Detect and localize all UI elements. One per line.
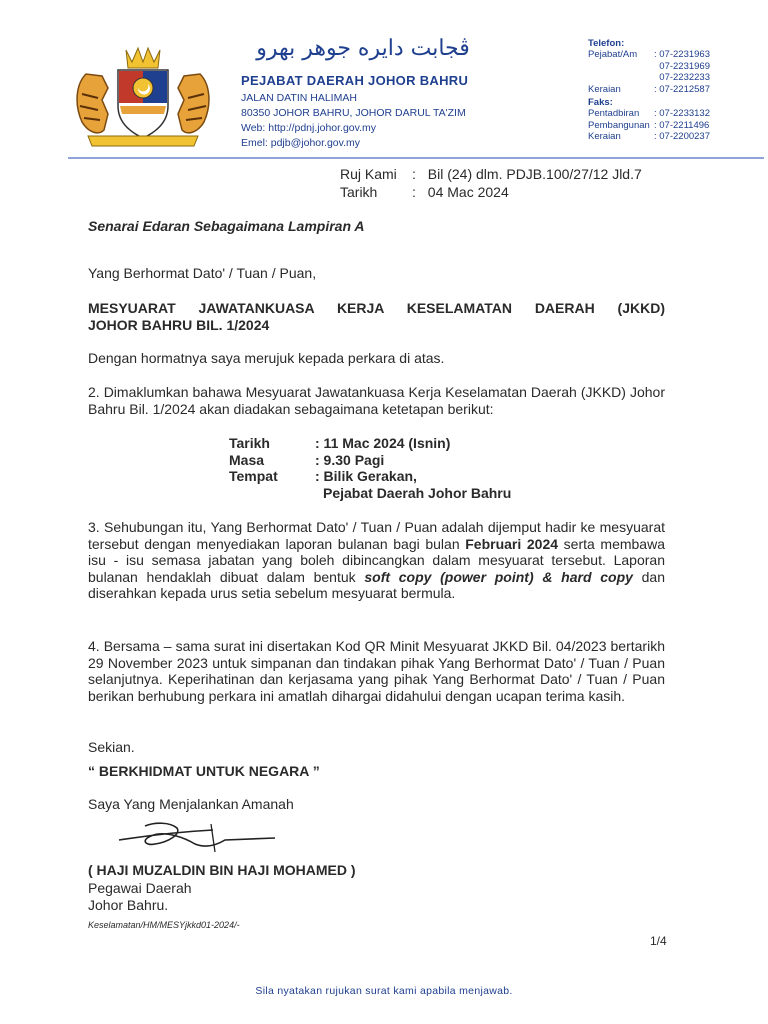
- meeting-time-label: Masa: [229, 451, 265, 468]
- pembangunan-number: : 07-2211496: [654, 119, 710, 131]
- keraian2-number: : 07-2200237: [654, 131, 710, 143]
- contact-block: [588, 38, 758, 143]
- pentadbiran-number: : 07-2233132: [654, 108, 710, 120]
- office-address: [241, 91, 466, 151]
- address-line-1: JALAN DATIN HALIMAH: [241, 92, 357, 104]
- signatory-title: Pegawai Daerah: [88, 880, 192, 896]
- para3-b: Februari 2024: [465, 535, 559, 552]
- subject-line-1: MESYUARAT JAWATANKUASA KERJA KESELAMATAN DAERAH (JKKD): [88, 300, 665, 316]
- subject: [88, 300, 665, 334]
- footer-note: Sila nyatakan rujukan surat kami apabila menjawab.: [255, 985, 513, 997]
- signature-icon: [115, 818, 285, 858]
- coat-of-arms-icon: [68, 44, 218, 152]
- faks-heading: Faks:: [588, 97, 613, 109]
- motto: “ BERKHIDMAT UNTUK NEGARA ”: [88, 763, 320, 779]
- keraian2-label: Keraian: [588, 131, 621, 143]
- meeting-venue-value-2: Pejabat Daerah Johor Bahru: [323, 484, 512, 501]
- page-number: 1/4: [650, 934, 667, 948]
- signatory-place: Johor Bahru.: [88, 897, 169, 913]
- recipient-line: Senarai Edaran Sebagaimana Lampiran A: [88, 218, 365, 234]
- pejabat-number-2: 07-2231969: [659, 60, 710, 72]
- meeting-date-value: : 11 Mac 2024 (Isnin): [315, 435, 451, 451]
- para3-a: 3. Sehubungan itu, Yang Berhormat Dato' / Tuan / Puan adalah dijemput hadir ke mesyuarat tersebut dengan menyediakan laporan bulanan bagi bulan: [88, 519, 665, 552]
- para3-d: soft copy (power point) & hard copy: [364, 568, 633, 585]
- para3-c: serta membawa isu - isu semasa jabatan yang boleh dibincangkan dalam mesyuarat tersebut. Laporan bulanan hendaklah dibuat dalam bentuk: [88, 535, 665, 585]
- office-name: PEJABAT DAERAH JOHOR BAHRU: [241, 73, 469, 88]
- pentadbiran-label: Pentadbiran: [588, 108, 640, 120]
- closing-sekian: Sekian.: [88, 739, 135, 755]
- meeting-details: [229, 435, 511, 501]
- meeting-venue-value-1: : Bilik Gerakan,: [315, 468, 417, 484]
- pejabat-number-3: 07-2232233: [659, 72, 710, 84]
- closing-amanah: Saya Yang Menjalankan Amanah: [88, 796, 294, 812]
- meeting-date-label: Tarikh: [229, 435, 270, 451]
- reference-block: Ruj Kami : Bil (24) dlm. PDJB.100/27/12 Jld.7 Tarikh : 04 Mac 2024: [340, 166, 642, 200]
- email[interactable]: Emel: pdjb@johor.gov.my: [241, 137, 361, 149]
- pejabat-number-1: : 07-2231963: [654, 49, 710, 61]
- office-name-jawi: ڤجابت دايره جوهر بهرو: [256, 36, 470, 61]
- keraian-number: : 07-2212587: [654, 83, 710, 95]
- para3-e: dan diserahkan kepada urus setia sebelum mesyuarat bermula.: [88, 568, 666, 601]
- tarikh-value: 04 Mac 2024: [427, 184, 509, 200]
- address-line-2: 80350 JOHOR BAHRU, JOHOR DARUL TA'ZIM: [241, 107, 466, 119]
- tarikh-label: Tarikh: [340, 184, 378, 200]
- paragraph-2: 2. Dimaklumkan bahawa Mesyuarat Jawatankuasa Kerja Keselamatan Daerah (JKKD) Johor Bahru Bil. 1/2024 akan diadakan sebagaimana ketetapan berikut:: [88, 384, 665, 417]
- header-divider: [68, 157, 764, 159]
- pembangunan-label: Pembangunan: [588, 119, 650, 131]
- signatory-name: ( HAJI MUZALDIN BIN HAJI MOHAMED ): [88, 862, 356, 878]
- pejabat-label: Pejabat/Am: [588, 49, 638, 61]
- meeting-time-value: : 9.30 Pagi: [315, 451, 385, 468]
- paragraph-1: Dengan hormatnya saya merujuk kepada perkara di atas.: [88, 350, 445, 366]
- ruj-label: Ruj Kami: [340, 166, 397, 182]
- website[interactable]: Web: http://pdnj.johor.gov.my: [241, 122, 377, 134]
- salutation: Yang Berhormat Dato' / Tuan / Puan,: [88, 265, 317, 281]
- subject-line-2: JOHOR BAHRU BIL. 1/2024: [88, 317, 270, 333]
- paragraph-4: 4. Bersama – sama surat ini disertakan Kod QR Minit Mesyuarat JKKD Bil. 04/2023 bertarikh 29 November 2023 untuk simpanan dan tindakan pihak Yang Berhormat Dato' / Tuan / Puan selanjutnya. Keperihatinan dan kerjasama yang pihak Yang Berhormat Dato' / Tuan / Puan berikan berhubung perkara ini amatlah dihargai didahului dengan ucapan terima kasih.: [88, 638, 665, 704]
- file-reference: Keselamatan/HM/MESYjkkd01-2024/-: [88, 920, 240, 930]
- keraian-label: Keraian: [588, 83, 621, 95]
- ruj-value: Bil (24) dlm. PDJB.100/27/12 Jld.7: [427, 166, 642, 182]
- telefon-heading: Telefon:: [588, 38, 625, 49]
- meeting-venue-label: Tempat: [229, 468, 278, 484]
- paragraph-3: [88, 519, 665, 602]
